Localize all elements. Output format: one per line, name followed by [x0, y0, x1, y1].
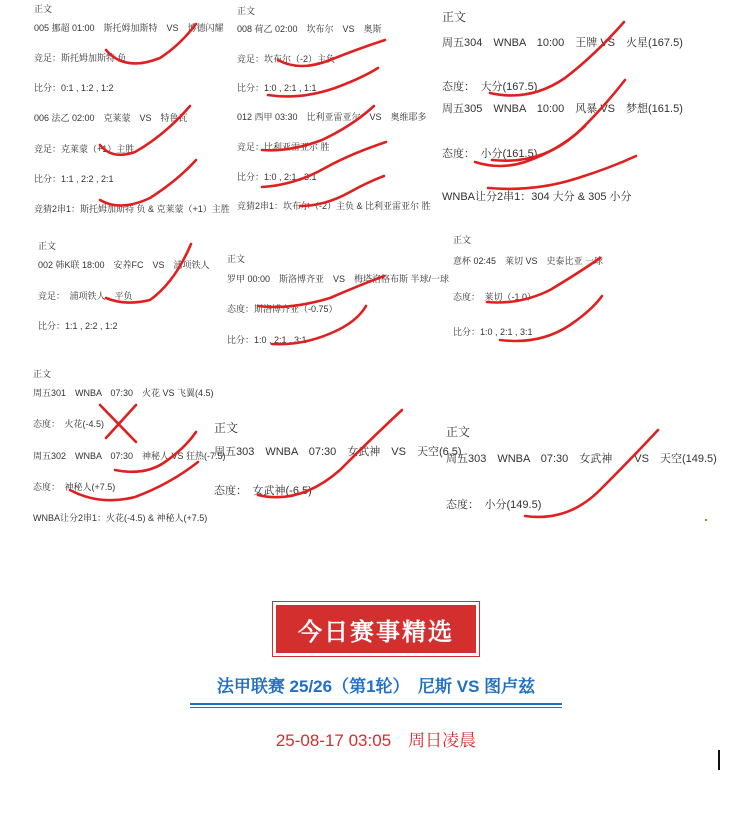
cross-mark: [106, 405, 136, 438]
card-heading: 正文: [227, 254, 246, 264]
parlay-line: WNBA让分2串1：304 大分 & 305 小分: [442, 191, 632, 203]
divider: [190, 703, 562, 705]
card-heading: 正文: [446, 425, 471, 439]
cross-mark: [100, 405, 136, 442]
score-line: 比分：1:0 , 2:1 , 1:1: [237, 83, 317, 93]
card-heading: 正文: [214, 421, 239, 435]
pick-line: 竞足：坎布尔（-2）主负: [237, 54, 336, 64]
score-line: 比分：1:0 , 2:1 , 3:1: [227, 335, 307, 345]
attitude-line: 态度： 小分(149.5): [446, 499, 542, 511]
match-line: 意杯 02:45 莱切 VS 史泰比亚 一球: [453, 256, 604, 266]
featured-time: 25-08-17 03:05 周日凌晨: [275, 731, 477, 750]
attitude-line: 态度： 火花(-4.5): [33, 419, 105, 429]
score-line: 比分：1:0 , 2:1 , 3:1: [453, 327, 533, 337]
attitude-line: 态度：斯洛博齐亚（-0.75）: [227, 304, 338, 314]
pick-line: 竞足：克莱蒙（+1）主胜: [34, 144, 135, 154]
stray-dot: [705, 519, 707, 521]
card-heading: 正文: [453, 235, 472, 245]
featured-title: 今日赛事精选: [276, 605, 476, 653]
attitude-line: 态度： 大分(167.5): [442, 81, 538, 93]
match-line: 008 荷乙 02:00 坎布尔 VS 奥斯: [237, 24, 382, 34]
match-line: 006 法乙 02:00 克莱蒙 VS 特鲁瓦: [34, 113, 188, 123]
pick-line: 竞足： 浦项铁人 平负: [38, 291, 133, 301]
match-line: 周五304 WNBA 10:00 王牌 VS 火星(167.5): [442, 37, 683, 49]
score-line: 比分：1:1 , 2:2 , 1:2: [38, 321, 118, 331]
featured-match: 法甲联赛 25/26（第1轮） 尼斯 VS 图卢兹: [216, 677, 536, 696]
match-line: 005 挪超 01:00 斯托姆加斯特 VS 博德闪耀: [34, 23, 224, 33]
pick-line: 竞足：斯托姆加斯特 负: [34, 53, 127, 63]
check-mark: [525, 430, 658, 517]
parlay-line: 竞猜2串1：坎布尔（-2）主负 & 比利亚雷亚尔 胜: [237, 201, 431, 211]
text-cursor: [718, 750, 720, 770]
card-heading: 正文: [442, 10, 467, 24]
match-line: 002 韩K联 18:00 安养FC VS 浦项铁人: [38, 260, 210, 270]
match-line: 周五305 WNBA 10:00 风暴 VS 梦想(161.5): [442, 103, 683, 115]
check-mark: [100, 160, 196, 206]
match-line: 周五303 WNBA 07:30 女武神 VS 天空(149.5): [446, 453, 717, 465]
match-line: 周五303 WNBA 07:30 女武神 VS 天空(6.5): [214, 446, 462, 458]
attitude-line: 态度： 神秘人(+7.5): [33, 482, 116, 492]
card-heading: 正文: [237, 6, 256, 16]
card-heading: 正文: [34, 4, 53, 14]
score-line: 比分：1:0 , 2:1 , 3:1: [237, 172, 317, 182]
divider: [190, 707, 562, 708]
featured-title-box: [272, 601, 480, 657]
match-line: 罗甲 00:00 斯洛博齐亚 VS 梅塔洛格布斯 半球/一球: [227, 274, 450, 284]
parlay-line: 竞猜2串1：斯托姆加斯特 负 & 克莱蒙（+1）主胜: [34, 204, 230, 214]
attitude-line: 态度： 莱切（-1.0）: [453, 292, 537, 302]
match-line: 周五302 WNBA 07:30 神秘人 VS 狂热(-7.5): [33, 451, 226, 461]
match-line: 周五301 WNBA 07:30 火花 VS 飞翼(4.5): [33, 388, 214, 398]
card-heading: 正文: [38, 241, 57, 251]
attitude-line: 态度： 小分(161.5): [442, 148, 538, 160]
score-line: 比分：0:1 , 1:2 , 1:2: [34, 83, 114, 93]
match-line: 012 西甲 03:30 比利亚雷亚尔 VS 奥维耶多: [237, 112, 427, 122]
pick-line: 竞足：比利亚雷亚尔 胜: [237, 142, 330, 152]
attitude-line: 态度： 女武神(-6.5): [214, 485, 312, 497]
parlay-line: WNBA让分2串1：火花(-4.5) & 神秘人(+7.5): [33, 513, 208, 523]
score-line: 比分：1:1 , 2:2 , 2:1: [34, 174, 114, 184]
card-heading: 正文: [33, 369, 52, 379]
